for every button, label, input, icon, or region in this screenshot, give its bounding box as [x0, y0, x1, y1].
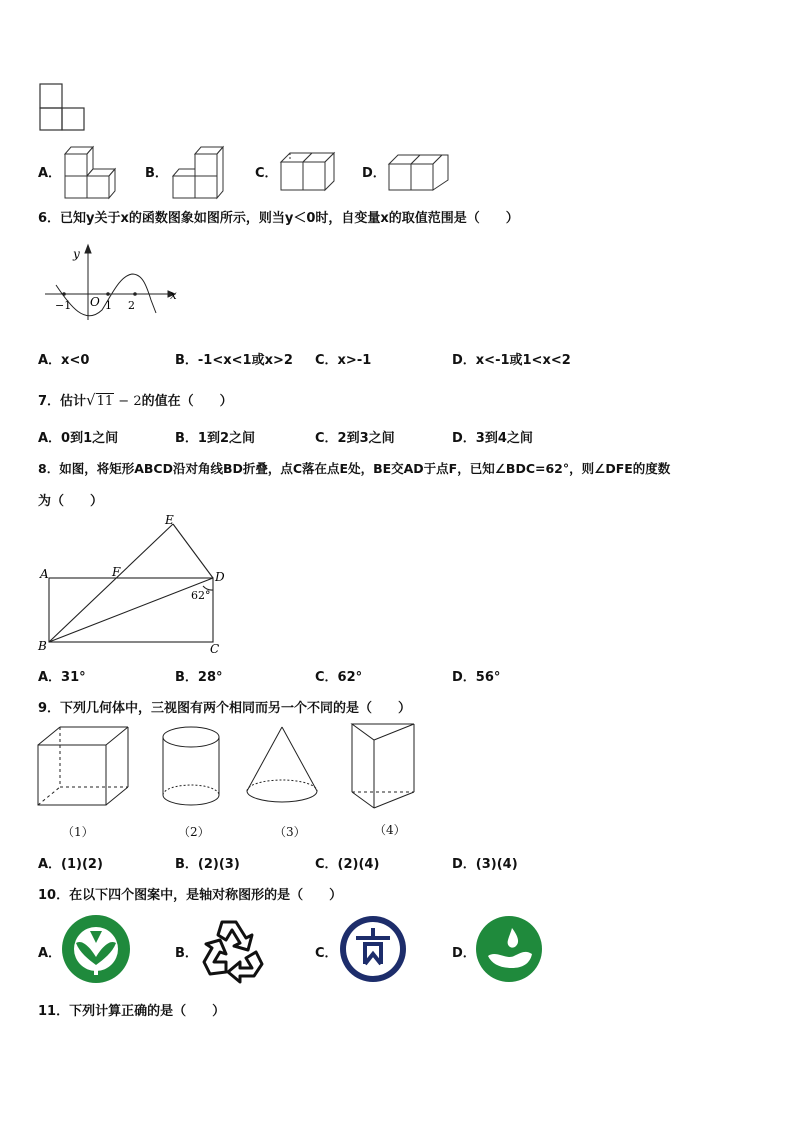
sqrt-radicand: 11	[96, 394, 114, 409]
label-b: B	[38, 639, 47, 653]
q8-stem-line1: 8．如图，将矩形ABCD沿对角线BD折叠，点C落在点E处，BE交AD于点F，已知∠BDC=62°，则∠DFE的度数	[38, 461, 671, 476]
q7-option-d[interactable]: D．3到4之间	[452, 431, 533, 446]
q7-option-a[interactable]: A．0到1之间	[38, 431, 119, 446]
q7-stem-pre: 7．估计	[38, 394, 87, 409]
cone-solid-icon	[244, 725, 324, 810]
q9-caption-4: （4）	[374, 823, 406, 837]
q5-option-b[interactable]: B．	[145, 166, 168, 181]
green-food-logo-icon	[60, 913, 132, 985]
q8-option-c[interactable]: C．62°	[315, 670, 363, 685]
q9-option-b[interactable]: B．(2)(3)	[175, 857, 240, 872]
q9-option-c[interactable]: C．(2)(4)	[315, 857, 380, 872]
q6-stem: 6．已知y关于x的函数图象如图所示，则当y＜0时，自变量x的取值范围是（ ）	[38, 211, 519, 226]
tick-minus1: −1	[55, 299, 72, 312]
cube-stack-b-icon	[170, 142, 228, 198]
label-c: C	[210, 642, 220, 656]
q7-option-b[interactable]: B．1到2之间	[175, 431, 255, 446]
q5-option-c[interactable]: C．	[255, 166, 278, 181]
q6-option-c[interactable]: C．x>-1	[315, 353, 372, 368]
cube-stack-a-icon	[62, 142, 120, 198]
q6-option-b[interactable]: B．-1<x<1或x>2	[175, 353, 293, 368]
q7-stem-post: 的值在（ ）	[141, 394, 233, 409]
water-drop-logo-icon	[474, 914, 544, 984]
q5-option-a[interactable]: A．	[38, 166, 62, 181]
q6-option-d[interactable]: D．x<-1或1<x<2	[452, 353, 571, 368]
recycle-logo-icon	[200, 916, 268, 980]
y-axis-label: y	[73, 247, 80, 261]
q8-option-a[interactable]: A．31°	[38, 670, 86, 685]
q6-function-graph	[40, 240, 190, 325]
q9-caption-3: （3）	[274, 825, 306, 839]
q10-option-b[interactable]: B．	[175, 946, 198, 961]
cube-stack-c-icon	[278, 150, 338, 192]
label-e: E	[165, 513, 174, 527]
sqrt-expression: √11 − 2	[86, 391, 142, 409]
q8-option-b[interactable]: B．28°	[175, 670, 223, 685]
sqrt-minus: − 2	[118, 394, 142, 409]
triangular-prism-icon	[350, 722, 420, 812]
cube-stack-d-icon	[386, 150, 452, 192]
origin-label: O	[90, 295, 100, 309]
label-a: A	[40, 567, 49, 581]
q9-option-a[interactable]: A．(1)(2)	[38, 857, 103, 872]
x-axis-label: x	[170, 288, 177, 302]
q5-option-d[interactable]: D．	[362, 166, 386, 181]
q8-rectangle-fold-figure	[36, 512, 236, 657]
label-f: F	[112, 565, 121, 579]
q8-option-d[interactable]: D．56°	[452, 670, 501, 685]
label-d: D	[215, 570, 225, 584]
q10-option-d[interactable]: D．	[452, 946, 476, 961]
circle-emblem-logo-icon	[338, 914, 408, 984]
q11-stem: 11．下列计算正确的是（ ）	[38, 1004, 226, 1019]
q9-stem: 9．下列几何体中，三视图有两个相同而另一个不同的是（ ）	[38, 701, 412, 716]
tick-2: 2	[128, 299, 135, 312]
angle-62-label: 62°	[191, 589, 211, 602]
cube-solid-icon	[36, 725, 131, 810]
q9-caption-2: （2）	[178, 825, 210, 839]
q7-stem	[38, 390, 233, 409]
q9-caption-1: （1）	[62, 825, 94, 839]
q10-option-a[interactable]: A．	[38, 946, 62, 961]
tick-1: 1	[105, 299, 112, 312]
top-view-l-shape-icon	[38, 82, 88, 132]
q10-option-c[interactable]: C．	[315, 946, 338, 961]
q9-option-d[interactable]: D．(3)(4)	[452, 857, 518, 872]
q7-option-c[interactable]: C．2到3之间	[315, 431, 395, 446]
cylinder-solid-icon	[160, 725, 225, 810]
q6-option-a[interactable]: A．x<0	[38, 353, 90, 368]
q10-stem: 10．在以下四个图案中，是轴对称图形的是（ ）	[38, 888, 343, 903]
q8-stem-line2: 为（ ）	[38, 494, 104, 509]
